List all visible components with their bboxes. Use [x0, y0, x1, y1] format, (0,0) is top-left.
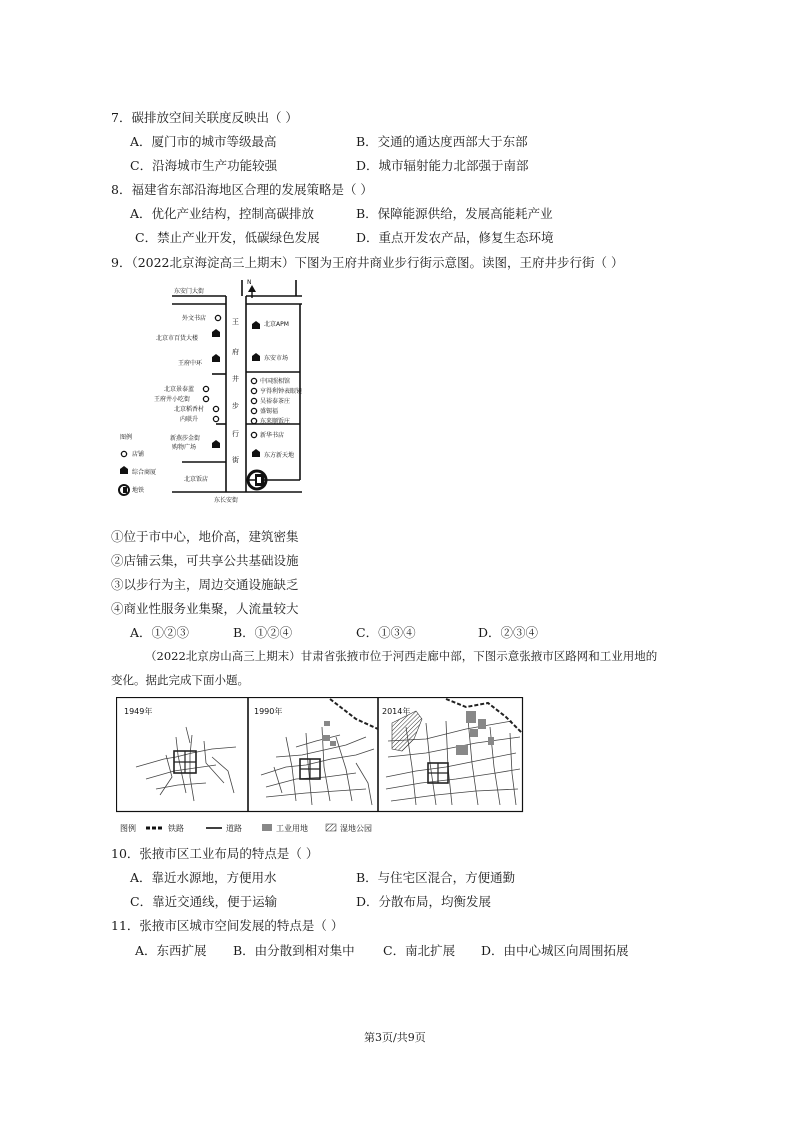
- q10-option-c: C．靠近交通线，便于运输: [130, 894, 278, 909]
- q11-option-a: A．东西扩展: [135, 943, 207, 958]
- label-oriental-plaza: 东方新天地: [264, 452, 295, 459]
- legend-industry: 工业用地: [276, 824, 308, 833]
- bottom-street-label: 东长安街: [214, 497, 239, 504]
- q11-stem: 11．张掖市区城市空间发展的特点是（ ）: [111, 918, 344, 933]
- maps-legend-title: 图例: [120, 824, 136, 833]
- label-cloisonne: 北京景泰蓝: [164, 386, 195, 393]
- panel-1990-label: 1990年: [254, 707, 283, 716]
- q9-statement-4: ④商业性服务业集聚，人流量较大: [111, 601, 299, 616]
- legend-wetland: 湿地公园: [340, 824, 372, 833]
- q7-option-c: C．沿海城市生产功能较强: [130, 158, 278, 173]
- q9-statement-2: ②店铺云集，可共享公共基础设施: [111, 553, 299, 568]
- label-hengdeli: 亨得利钟表眼镜: [260, 388, 303, 395]
- legend-railway: 铁路: [168, 824, 184, 833]
- q10-stem: 10．张掖市区工业布局的特点是（ ）: [111, 846, 319, 861]
- label-dongan-market: 东安市场: [264, 355, 289, 362]
- legend-title: 图例: [120, 434, 133, 441]
- street-char-2: 府: [232, 348, 239, 356]
- street-char-6: 街: [232, 456, 239, 464]
- q7-option-a: A．厦门市的城市等级最高: [130, 134, 277, 149]
- q10-option-a: A．靠近水源地，方便用水: [130, 870, 277, 885]
- street-char-3: 井: [232, 375, 239, 383]
- legend-mall: 综合商厦: [132, 469, 157, 476]
- label-photo-studio: 中国照相馆: [260, 378, 291, 385]
- top-street-label: 东安门大街: [174, 288, 205, 295]
- label-neiliansheng: 内联升: [180, 416, 199, 423]
- street-char-4: 步: [232, 402, 239, 410]
- q9-statement-3: ③以步行为主，周边交通设施缺乏: [111, 577, 299, 592]
- wangfujing-map: [116, 274, 314, 510]
- q10-option-b: B．与住宅区混合，方便通勤: [356, 870, 516, 885]
- q10-option-d: D．分散布局，均衡发展: [356, 894, 492, 909]
- q8-option-a: A．优化产业结构，控制高碳排放: [130, 206, 315, 221]
- q7-option-b: B．交通的通达度西部大于东部: [356, 134, 528, 149]
- zhangye-maps: [116, 697, 526, 839]
- label-shengxifu: 盛锡福: [260, 408, 279, 415]
- q8-option-d: D．重点开发农产品，修复生态环境: [356, 230, 554, 245]
- label-beijing-hotel: 北京饭店: [184, 476, 209, 483]
- legend-road: 道路: [226, 824, 242, 833]
- page-footer: 第3页/共9页: [364, 1031, 426, 1044]
- label-wuyutai: 吴裕泰茶庄: [260, 398, 291, 405]
- q8-stem: 8．福建省东部沿海地区合理的发展策略是（ ）: [111, 182, 373, 197]
- panel-1949-label: 1949年: [124, 707, 153, 716]
- street-char-5: 行: [232, 430, 239, 438]
- street-char-1: 王: [232, 318, 239, 326]
- label-wangfu-central: 王府中环: [178, 360, 203, 367]
- q9-option-c: C．①③④: [356, 625, 416, 640]
- label-department-store: 北京市百货大楼: [156, 335, 199, 342]
- q11-option-c: C．南北扩展: [383, 943, 456, 958]
- q11-option-d: D．由中心城区向周围拓展: [481, 943, 629, 958]
- legend-metro: 地铁: [132, 487, 145, 494]
- q8-option-c: C．禁止产业开发，低碳绿色发展: [135, 230, 320, 245]
- q7-stem: 7．碳排放空间关联度反映出（ ）: [111, 110, 298, 125]
- panel-2014-label: 2014年: [382, 707, 411, 716]
- label-donglaishun: 东来顺饭庄: [260, 418, 291, 425]
- north-label: N: [247, 279, 252, 286]
- q9-option-b: B．①②④: [233, 625, 293, 640]
- label-xinhua-bookstore: 新华书店: [260, 432, 285, 439]
- label-daoxiangcun: 北京稻香村: [174, 406, 205, 413]
- legend-metro-icon: [119, 485, 129, 495]
- legend-shop: 店铺: [132, 451, 145, 458]
- q11-option-b: B．由分散到相对集中: [233, 943, 355, 958]
- label-snack-street: 王府井小吃街: [154, 396, 191, 403]
- q8-option-b: B．保障能源供给，发展高能耗产业: [356, 206, 553, 221]
- q9-option-a: A．①②③: [130, 625, 190, 640]
- q7-option-d: D．城市辐射能力北部强于南部: [356, 158, 529, 173]
- intro-line-2: 变化。据此完成下面小题。: [111, 673, 249, 687]
- label-xinyansha-1: 新燕莎金街: [170, 435, 201, 442]
- q9-stem: 9．（2022北京海淀高三上期末）下图为王府井商业步行街示意图。读图，王府井步行街（ ）: [111, 255, 624, 270]
- intro-line-1: （2022北京房山高三上期末）甘肃省张掖市位于河西走廊中部，下图示意张掖市区路网和工业用地的: [145, 649, 658, 663]
- label-xinyansha-2: 购物广场: [172, 444, 197, 451]
- q9-statement-1: ①位于市中心，地价高，建筑密集: [111, 529, 299, 544]
- label-apm: 北京APM: [264, 321, 289, 328]
- q9-option-d: D．②③④: [478, 625, 539, 640]
- label-foreign-bookstore: 外文书店: [182, 315, 207, 322]
